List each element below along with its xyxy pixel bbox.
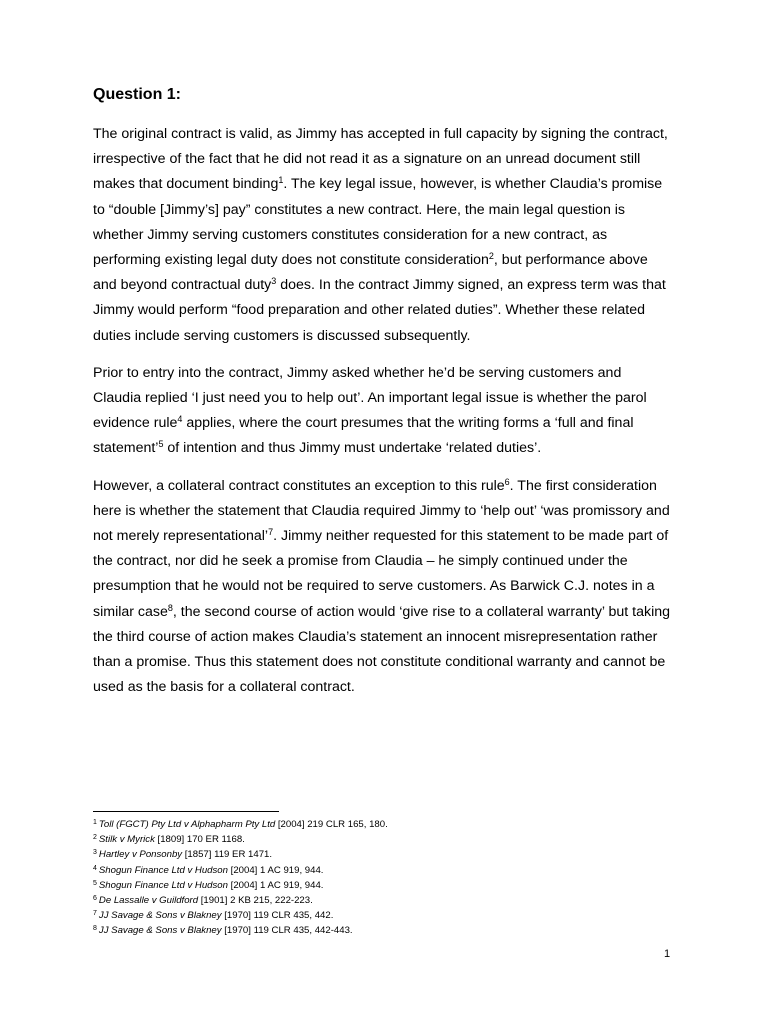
footnote [93, 908, 693, 923]
text-segment: . The key legal issue, however, is whether Claudia’s promise to “double [Jimmy’s] pay” constitutes a new contract. Here, the main legal question is whether Jimmy serving customers constitutes consideration for a new contract, as performing existing legal duty does not constitute consideration [93, 176, 663, 269]
case-name: Hartley v Ponsonby [98, 849, 183, 861]
text-segment: does. In the contract Jimmy signed, an express term was that Jimmy would perform “food preparation and other related duties”. Whether these related duties include serving customers is discussed subsequently. [93, 277, 666, 344]
citation: [1970] 119 CLR 435, 442-443. [221, 925, 353, 937]
footnote [93, 863, 693, 878]
footnote-ref[interactable]: 7 [268, 527, 274, 538]
footnote [93, 923, 693, 938]
text-segment: of intention and thus Jimmy must undertake ‘related duties’. [163, 440, 542, 457]
footnote [93, 878, 693, 893]
footnote-ref[interactable]: 8 [167, 602, 173, 613]
case-name: De Lassalle v Guildford [98, 895, 199, 907]
footnote-separator [93, 811, 279, 812]
footnote-ref[interactable]: 6 [504, 476, 510, 487]
text-segment: , but performance above and beyond contractual duty [93, 252, 648, 294]
case-name: Shogun Finance Ltd v Hudson [98, 879, 228, 891]
paragraph [93, 122, 673, 349]
case-name: Stilk v Myrick [98, 834, 155, 846]
text-segment: . The first consideration here is whether the statement that Claudia required Jimmy to ‘help out’ ‘was promissory and not merely representational’ [93, 477, 670, 545]
footnote-number: 8 [93, 925, 97, 933]
text-segment: . Jimmy neither requested for this statement to be made part of the contract, nor did he seek a promise from Claudia – he simply continued under the presumption that he would not be required to serve customers. As Barwick C.J. notes in a similar case [93, 528, 669, 620]
case-name: Shogun Finance Ltd v Hudson [98, 864, 228, 876]
footnote-number: 1 [93, 819, 97, 826]
citation: [1857] 119 ER 1471. [182, 849, 273, 861]
text-segment: Prior to entry into the contract, Jimmy asked whether he’d be serving customers and Claudia replied ‘I just need you to help out’. An important legal issue is whether the parol evidence rule [93, 364, 647, 432]
text-segment: However, a collateral contract constitutes an exception to this rule [93, 477, 505, 494]
footnote-ref[interactable]: 4 [177, 414, 183, 425]
case-name: JJ Savage & Sons v Blakney [98, 925, 222, 937]
case-name: Toll (FGCT) Pty Ltd v Alphapharm Pty Ltd [98, 819, 276, 830]
body-text [93, 122, 673, 712]
citation: [1809] 170 ER 1168. [154, 834, 245, 846]
footnote-ref[interactable]: 3 [271, 276, 277, 287]
footnote-number: 3 [93, 849, 97, 857]
footnote-number: 7 [93, 910, 97, 918]
citation: [2004] 1 AC 919, 944. [227, 864, 324, 876]
page-number: 1 [664, 948, 671, 960]
footnote [93, 893, 693, 908]
paragraph [93, 361, 673, 462]
footnote-ref[interactable]: 1 [278, 175, 284, 186]
footnote [93, 847, 693, 862]
text-segment: The original contract is valid, as Jimmy has accepted in full capacity by signing the contract, irrespective of the fact that he did not read it as a signature on an unread document still makes that document binding [93, 126, 668, 193]
footnote-number: 6 [93, 895, 97, 903]
citation: [2004] 1 AC 919, 944. [227, 879, 324, 891]
footnote-number: 2 [93, 834, 97, 842]
case-name: JJ Savage & Sons v Blakney [98, 910, 222, 922]
footnote-number: 4 [93, 864, 97, 872]
footnote-ref[interactable]: 5 [158, 439, 164, 450]
citation: [1970] 119 CLR 435, 442. [221, 910, 334, 922]
text-segment: , the second course of action would ‘give rise to a collateral warranty’ but taking the third course of action makes Claudia’s statement an innocent misrepresentation rather than a promise. Thus this statement does not constitute conditional warranty and cannot be used as the basis for a collateral contract. [93, 603, 671, 696]
footnote-number: 5 [93, 879, 97, 887]
citation: [2004] 219 CLR 165, 180. [275, 819, 388, 830]
text-segment: applies, where the court presumes that the writing forms a ‘full and final statement’ [93, 415, 634, 457]
footnote-ref[interactable]: 2 [488, 251, 494, 262]
footnote [93, 832, 693, 847]
question-heading: Question 1: [93, 86, 182, 103]
citation: [1901] 2 KB 215, 222-223. [198, 895, 313, 907]
footnotes [93, 817, 693, 939]
paragraph [93, 474, 673, 701]
footnote [93, 817, 693, 832]
